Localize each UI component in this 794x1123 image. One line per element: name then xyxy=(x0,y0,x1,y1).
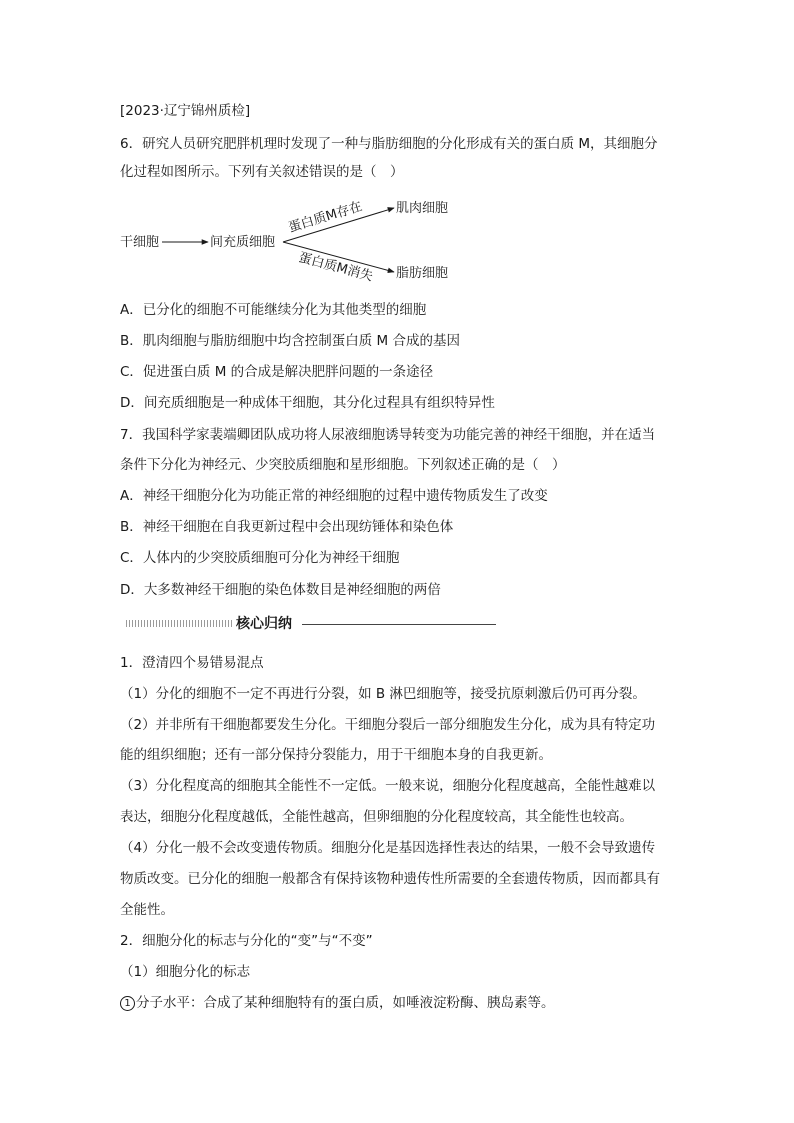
section-hatch-decoration xyxy=(126,620,232,627)
summary-point-4-line3: 全能性。 xyxy=(120,902,174,918)
mesenchymal-cell-label: 间充质细胞 xyxy=(210,235,276,250)
lower-arrow-label: 蛋白质M消失 xyxy=(296,250,375,285)
q7-option-d: D．大多数神经干细胞的染色体数目是神经细胞的两倍 xyxy=(120,582,441,598)
summary-point-2-line2: 能的组织细胞；还有一部分保持分裂能力，用于干细胞本身的自我更新。 xyxy=(120,747,552,763)
q7-stem-line1: 7．我国科学家裴端卿团队成功将人尿液细胞诱导转变为功能完善的神经干细胞，并在适当 xyxy=(120,427,656,443)
q6-option-d: D．间充质细胞是一种成体干细胞，其分化过程具有组织特异性 xyxy=(120,395,495,411)
summary-point-2-line1: （2）并非所有干细胞都要发生分化。干细胞分裂后一部分细胞发生分化，成为具有特定功 xyxy=(120,717,656,733)
q7-option-a: A．神经干细胞分化为功能正常的神经细胞的过程中遗传物质发生了改变 xyxy=(120,488,548,504)
summary-point-4-line2: 物质改变。已分化的细胞一般都含有保持该物种遗传性所需要的全套遗传物质，因而都具有 xyxy=(120,871,660,887)
circled-number-1: 1 xyxy=(120,996,135,1011)
section-header xyxy=(126,614,496,636)
q6-stem-line1: 6．研究人员研究肥胖机理时发现了一种与脂肪细胞的分化形成有关的蛋白质 M，其细胞分 xyxy=(120,136,658,152)
summary-heading-2: 2．细胞分化的标志与分化的“变”与“不变” xyxy=(120,933,373,949)
section-divider xyxy=(302,624,496,625)
summary-point-1: （1）分化的细胞不一定不再进行分裂，如 B 淋巴细胞等，接受抗原刺激后仍可再分裂。 xyxy=(120,686,646,702)
q6-stem-line2: 化过程如图所示。下列有关叙述错误的是（ ） xyxy=(120,164,404,180)
q7-stem-line2: 条件下分化为神经元、少突胶质细胞和星形细胞。下列叙述正确的是（ ） xyxy=(120,457,566,473)
summary-item-1 xyxy=(120,993,555,1013)
summary-point-3-line1: （3）分化程度高的细胞其全能性不一定低。一般来说，细胞分化程度越高，全能性越难以 xyxy=(120,778,656,794)
source-tag: [2023·辽宁锦州质检] xyxy=(120,103,251,119)
q6-option-b: B．肌肉细胞与脂肪细胞中均含控制蛋白质 M 合成的基因 xyxy=(120,333,460,349)
summary-item-1-text: 分子水平：合成了某种细胞特有的蛋白质，如唾液淀粉酶、胰岛素等。 xyxy=(136,995,555,1011)
q6-option-c: C．促进蛋白质 M 的合成是解决肥胖问题的一条途径 xyxy=(120,364,434,380)
summary-subheading-1: （1）细胞分化的标志 xyxy=(120,964,251,980)
summary-point-3-line2: 表达，细胞分化程度越低，全能性越高，但卵细胞的分化程度较高，其全能性也较高。 xyxy=(120,809,633,825)
q7-option-b: B．神经干细胞在自我更新过程中会出现纺锤体和染色体 xyxy=(120,519,454,535)
summary-heading-1: 1．澄清四个易错易混点 xyxy=(120,655,264,671)
differentiation-diagram xyxy=(120,192,680,288)
summary-point-4-line1: （4）分化一般不会改变遗传物质。细胞分化是基因选择性表达的结果，一般不会导致遗传 xyxy=(120,840,656,856)
muscle-cell-label: 肌肉细胞 xyxy=(396,201,449,216)
stem-cell-label: 干细胞 xyxy=(120,235,160,250)
upper-arrow-label: 蛋白质M存在 xyxy=(286,199,365,236)
fat-cell-label: 脂肪细胞 xyxy=(396,266,449,281)
q6-option-a: A．已分化的细胞不可能继续分化为其他类型的细胞 xyxy=(120,302,427,318)
q7-option-c: C．人体内的少突胶质细胞可分化为神经干细胞 xyxy=(120,550,400,566)
section-title: 核心归纳 xyxy=(236,616,292,632)
